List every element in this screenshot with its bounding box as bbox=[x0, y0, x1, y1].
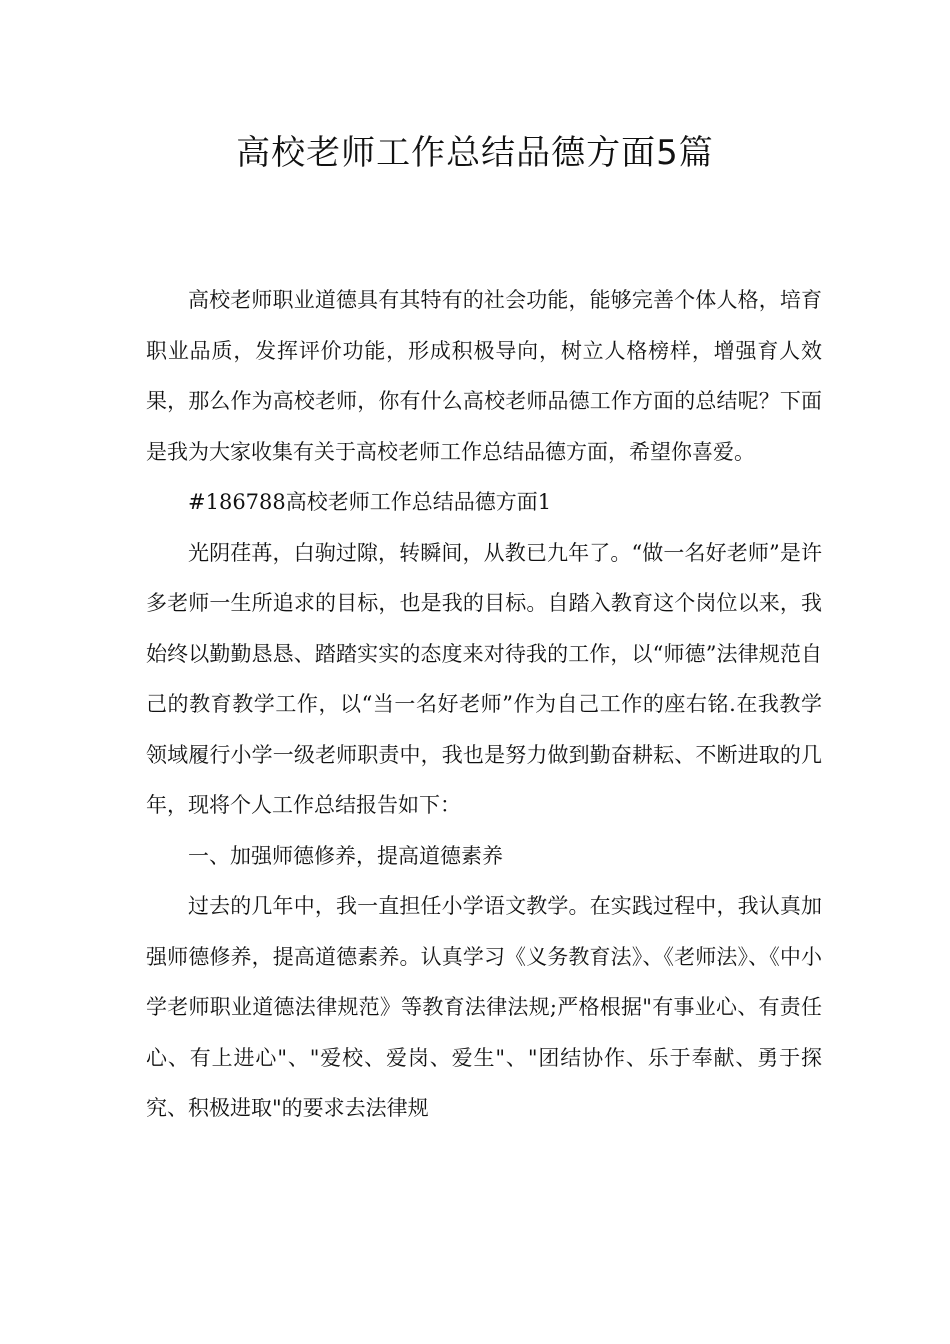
document-title: 高校老师工作总结品德方面5篇 bbox=[236, 133, 714, 173]
body-paragraph: 过去的几年中，我一直担任小学语文教学。在实践过程中，我认真加强师德修养，提高道德素养。认真学习《义务教育法》、《老师法》、《中小学老师职业道德法律规范》等教育法律法规;严格根据"有事业心、有责任心、有上进心"、"爱校、爱岗、爱生"、"团结协作、乐于奉献、勇于探究、积极进取"的要求去法律规 bbox=[146, 894, 822, 1120]
section-heading: #186788高校老师工作总结品德方面1 bbox=[188, 490, 552, 514]
document-body bbox=[146, 275, 822, 1134]
intro-paragraph: 高校老师职业道德具有其特有的社会功能，能够完善个体人格，培育职业品质，发挥评价功能，形成积极导向，树立人格榜样，增强育人效果，那么作为高校老师，你有什么高校老师品德工作方面的总结呢？下面是我为大家收集有关于高校老师工作总结品德方面，希望你喜爱。 bbox=[146, 288, 822, 464]
body-paragraph: 光阴荏苒，白驹过隙，转瞬间，从教已九年了。“做一名好老师”是许多老师一生所追求的目标，也是我的目标。自踏入教育这个岗位以来，我始终以勤勤恳恳、踏踏实实的态度来对待我的工作，以“师德”法律规范自己的教育教学工作，以“当一名好老师”作为自己工作的座右铭.在我教学领域履行小学一级老师职责中，我也是努力做到勤奋耕耘、不断进取的几年，现将个人工作总结报告如下： bbox=[146, 540, 822, 817]
subsection-heading: 一、加强师德修养，提高道德素养 bbox=[188, 843, 503, 868]
